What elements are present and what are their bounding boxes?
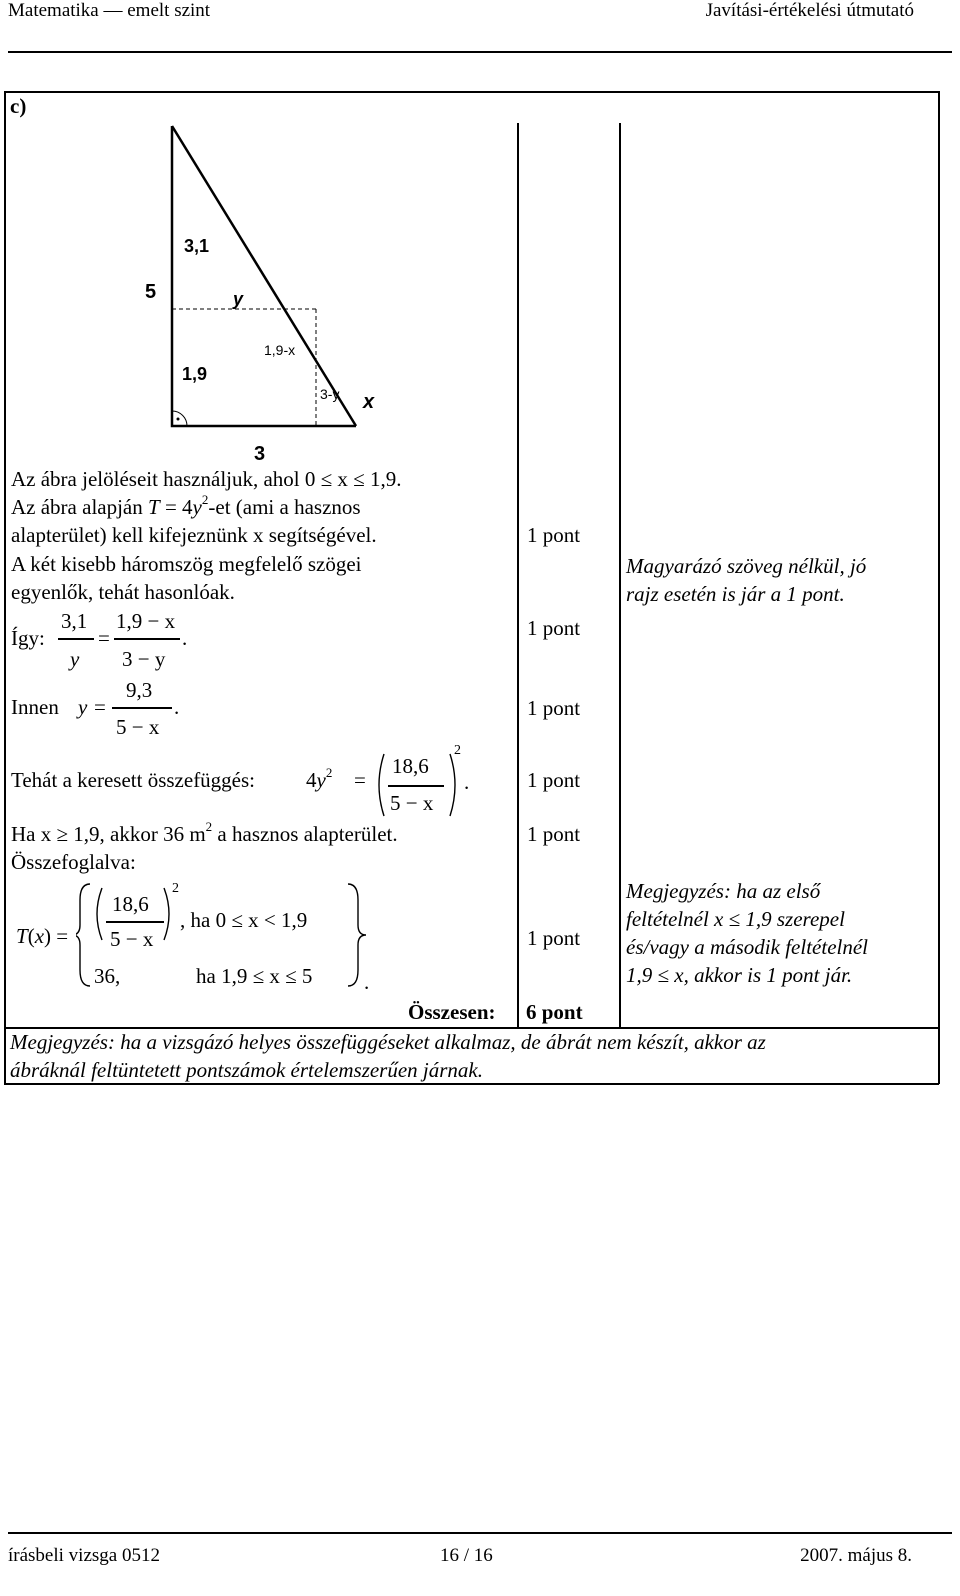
note-2-line-1: Megjegyzés: ha az első xyxy=(626,879,821,903)
innen-label: Innen xyxy=(11,695,59,719)
intro-line-3: alapterület) kell kifejeznünk x segítségével. xyxy=(11,523,377,547)
tehat-label: Tehát a keresett összefüggés: xyxy=(11,768,256,792)
note-2-line-4: 1,9 ≤ x, akkor is 1 pont jár. xyxy=(626,963,853,987)
note-2-line-3: és/vagy a második feltételnél xyxy=(626,935,869,959)
header-left: Matematika — emelt szint xyxy=(8,0,211,21)
footer-left: írásbeli vizsga 0512 xyxy=(8,1545,160,1566)
similarity-line-2: egyenlők, tehát hasonlóak. xyxy=(11,580,235,604)
label-5: 5 xyxy=(145,281,157,303)
label-1-9: 1,9 xyxy=(182,364,208,384)
points-2: 1 pont xyxy=(527,616,581,640)
points-6: 1 pont xyxy=(527,926,581,950)
header-right: Javítási-értékelési útmutató xyxy=(705,0,914,21)
intro-line-1: Az ábra jelöléseit használjuk, ahol 0 ≤ x ≤ 1,9. xyxy=(11,467,402,491)
footer-center: 16 / 16 xyxy=(440,1545,493,1566)
label-y: y xyxy=(233,289,244,309)
label-3-y: 3-y xyxy=(320,386,340,402)
points-1: 1 pont xyxy=(527,523,581,547)
note-1-line-2: rajz esetén is jár a 1 pont. xyxy=(626,582,845,606)
osszefoglalva-label: Összefoglalva: xyxy=(11,850,136,874)
section-label: c) xyxy=(10,94,27,118)
final-note-line-2: ábráknál feltüntetett pontszámok értelemszerűen járnak. xyxy=(10,1058,484,1082)
footer-rule xyxy=(8,1532,952,1534)
label-1-9-x: 1,9-x xyxy=(264,342,296,358)
total-label: Összesen: xyxy=(408,1000,496,1024)
intro-line-2: Az ábra alapján $T = 4y^2-et$ (ami a hasznos xyxy=(11,492,361,519)
ha-line: Ha x ≥ 1,9, akkor 36 $m^2$ a hasznos alapterület. xyxy=(11,819,398,846)
points-4: 1 pont xyxy=(527,768,581,792)
points-5: 1 pont xyxy=(527,822,581,846)
igy-label: Így: xyxy=(11,626,45,650)
note-1-line-1: Magyarázó szöveg nélkül, jó xyxy=(626,554,867,578)
similarity-line-1: A két kisebb háromszög megfelelő szögei xyxy=(11,552,362,576)
note-2-line-2: feltételnél x ≤ 1,9 szerepel xyxy=(626,907,845,931)
total-value: 6 pont xyxy=(526,1000,583,1024)
final-note-line-1: Megjegyzés: ha a vizsgázó helyes összefüggéseket alkalmaz, de ábrát nem készít, akkor az xyxy=(10,1030,766,1054)
label-x: x xyxy=(363,391,375,413)
trapezoid-figure xyxy=(140,120,390,465)
header-rule xyxy=(8,51,952,53)
footer-right: 2007. május 8. xyxy=(800,1545,912,1566)
label-3-1: 3,1 xyxy=(184,236,210,256)
label-3: 3 xyxy=(254,443,266,465)
points-3: 1 pont xyxy=(527,696,581,720)
